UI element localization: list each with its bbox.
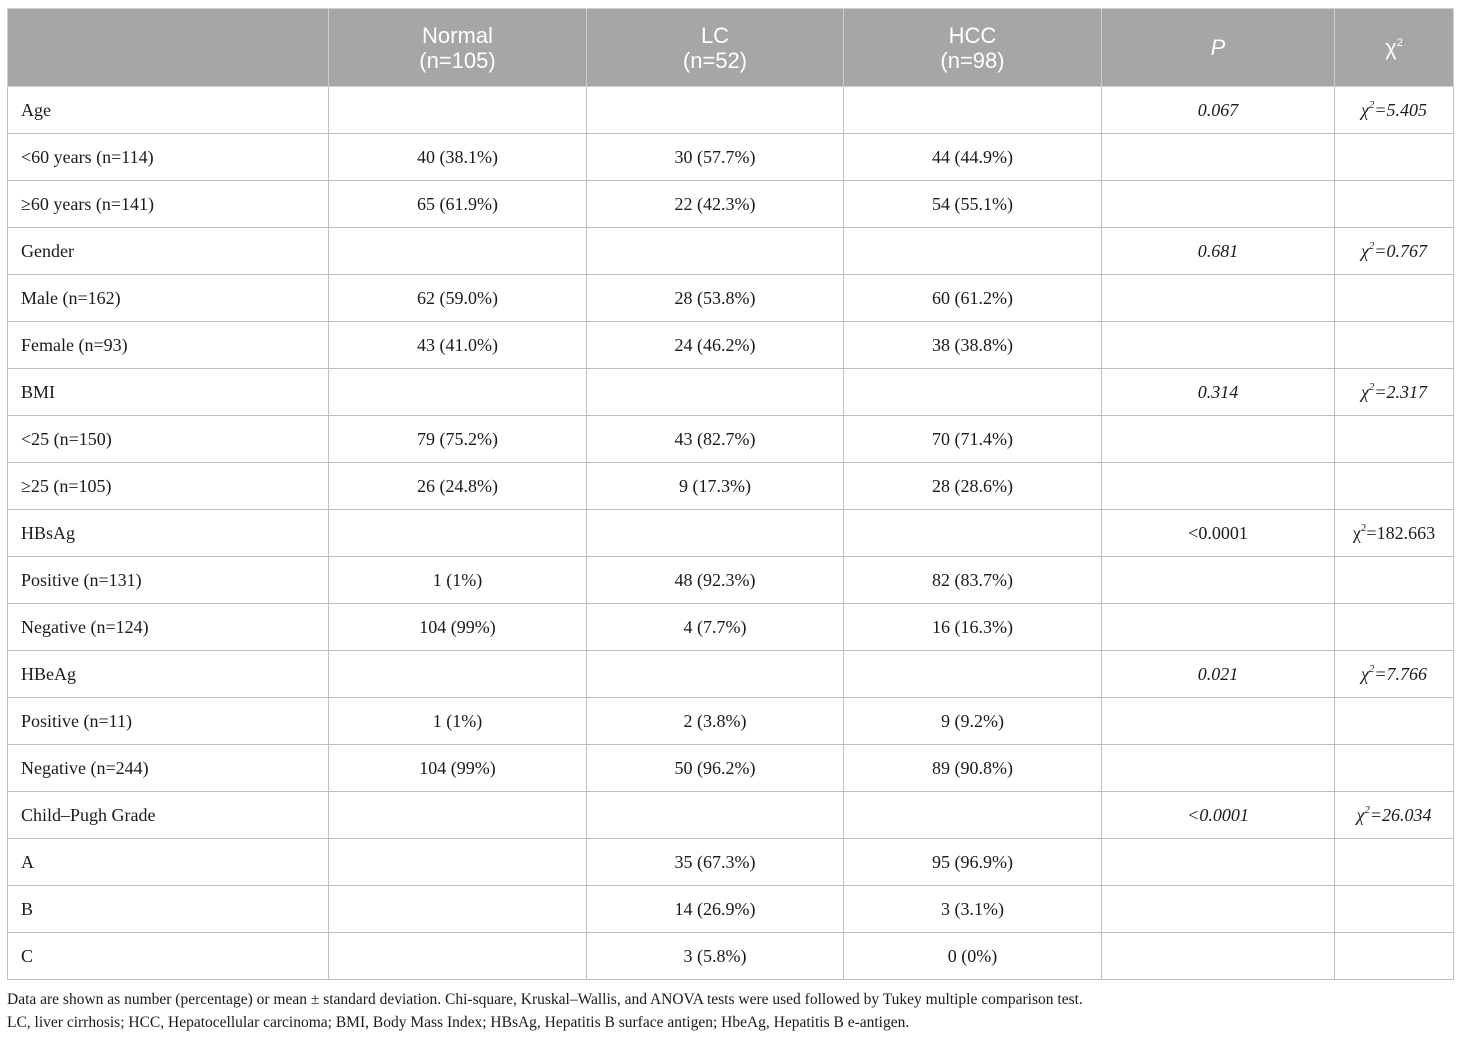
table-row <box>8 792 1454 839</box>
row-label: A <box>8 839 329 886</box>
table-body <box>8 87 1454 980</box>
chi-value: =26.034 <box>1369 804 1432 825</box>
header-lc-n: (n=52) <box>682 47 748 73</box>
cell-normal <box>329 886 587 933</box>
data-table <box>7 8 1454 980</box>
cell-hcc: 16 (16.3%) <box>844 604 1102 651</box>
table-row <box>8 87 1454 134</box>
cell-chi-square <box>1335 792 1454 839</box>
cell-normal: 26 (24.8%) <box>329 463 587 510</box>
row-label: Negative (n=124) <box>8 604 329 651</box>
chi-sup: 2 <box>1368 98 1375 111</box>
cell-lc: 24 (46.2%) <box>587 322 844 369</box>
table-row <box>8 510 1454 557</box>
cell-chi-square <box>1335 604 1454 651</box>
cell-lc <box>587 228 844 275</box>
row-label: Child–Pugh Grade <box>8 792 329 839</box>
table-row <box>8 134 1454 181</box>
header-chi-symbol: χ <box>1385 35 1397 60</box>
row-label: HBeAg <box>8 651 329 698</box>
cell-chi-square <box>1335 416 1454 463</box>
header-chi-square <box>1335 9 1454 87</box>
cell-chi-square <box>1335 557 1454 604</box>
cell-chi-square <box>1335 745 1454 792</box>
cell-hcc: 44 (44.9%) <box>844 134 1102 181</box>
cell-p-value: 0.681 <box>1102 228 1335 275</box>
cell-p-value <box>1102 839 1335 886</box>
cell-lc: 14 (26.9%) <box>587 886 844 933</box>
chi-value: =2.317 <box>1374 381 1428 402</box>
cell-normal <box>329 369 587 416</box>
header-hcc-name: HCC <box>948 22 997 48</box>
table-row <box>8 416 1454 463</box>
cell-lc: 4 (7.7%) <box>587 604 844 651</box>
chi-value: =7.766 <box>1374 663 1428 684</box>
chi-symbol: χ <box>1360 663 1369 684</box>
table-row <box>8 181 1454 228</box>
row-label: Negative (n=244) <box>8 745 329 792</box>
cell-hcc <box>844 510 1102 557</box>
cell-chi-square <box>1335 322 1454 369</box>
footnote-abbreviations: LC, liver cirrhosis; HCC, Hepatocellular carcinoma; BMI, Body Mass Index; HBsAg, Hepatitis B surface antigen; HbeAg, Hepatitis B e-antigen. <box>7 1014 910 1031</box>
table-row <box>8 463 1454 510</box>
cell-normal: 65 (61.9%) <box>329 181 587 228</box>
cell-p-value <box>1102 698 1335 745</box>
cell-p-value <box>1102 181 1335 228</box>
cell-p-value <box>1102 745 1335 792</box>
cell-hcc <box>844 792 1102 839</box>
cell-lc: 22 (42.3%) <box>587 181 844 228</box>
cell-hcc: 70 (71.4%) <box>844 416 1102 463</box>
cell-p-value <box>1102 604 1335 651</box>
header-lc-name: LC <box>700 22 730 48</box>
table-row <box>8 604 1454 651</box>
cell-lc: 48 (92.3%) <box>587 557 844 604</box>
chi-symbol: χ <box>1360 240 1369 261</box>
cell-chi-square <box>1335 886 1454 933</box>
row-label: B <box>8 886 329 933</box>
chi-value: =0.767 <box>1374 240 1428 261</box>
cell-hcc: 9 (9.2%) <box>844 698 1102 745</box>
cell-hcc: 82 (83.7%) <box>844 557 1102 604</box>
cell-lc <box>587 651 844 698</box>
chi-symbol: χ <box>1352 522 1361 543</box>
chi-sup: 2 <box>1368 380 1375 393</box>
cell-normal: 104 (99%) <box>329 604 587 651</box>
cell-normal <box>329 933 587 980</box>
cell-normal: 62 (59.0%) <box>329 275 587 322</box>
row-label: Positive (n=131) <box>8 557 329 604</box>
table-row <box>8 839 1454 886</box>
cell-chi-square <box>1335 275 1454 322</box>
cell-hcc: 3 (3.1%) <box>844 886 1102 933</box>
row-label: Female (n=93) <box>8 322 329 369</box>
row-label: <25 (n=150) <box>8 416 329 463</box>
cell-chi-square <box>1335 181 1454 228</box>
cell-p-value <box>1102 134 1335 181</box>
cell-normal <box>329 839 587 886</box>
table-header <box>8 9 1454 87</box>
table-container <box>7 8 1453 980</box>
header-row <box>8 9 1454 87</box>
chi-symbol: χ <box>1360 381 1369 402</box>
cell-normal: 40 (38.1%) <box>329 134 587 181</box>
chi-sup: 2 <box>1360 521 1367 534</box>
cell-normal: 1 (1%) <box>329 557 587 604</box>
cell-chi-square <box>1335 933 1454 980</box>
row-label: C <box>8 933 329 980</box>
cell-lc: 9 (17.3%) <box>587 463 844 510</box>
header-hcc-n: (n=98) <box>940 47 1005 73</box>
cell-p-value <box>1102 886 1335 933</box>
cell-chi-square <box>1335 369 1454 416</box>
cell-chi-square <box>1335 839 1454 886</box>
header-p-label: P <box>1210 35 1226 60</box>
table-row <box>8 557 1454 604</box>
table-row <box>8 228 1454 275</box>
table-row <box>8 322 1454 369</box>
cell-normal <box>329 228 587 275</box>
cell-lc: 43 (82.7%) <box>587 416 844 463</box>
header-variable <box>8 9 329 87</box>
footnote-data-description: Data are shown as number (percentage) or mean ± standard deviation. Chi-square, Kruskal–Wallis, and ANOVA tests were used followed by Tukey multiple comparison test. <box>7 991 1083 1008</box>
cell-hcc: 28 (28.6%) <box>844 463 1102 510</box>
chi-symbol: χ <box>1360 99 1369 120</box>
table-row <box>8 886 1454 933</box>
cell-lc: 2 (3.8%) <box>587 698 844 745</box>
cell-hcc <box>844 369 1102 416</box>
header-p-value <box>1102 9 1335 87</box>
cell-hcc: 54 (55.1%) <box>844 181 1102 228</box>
cell-lc: 28 (53.8%) <box>587 275 844 322</box>
cell-lc <box>587 369 844 416</box>
cell-p-value: 0.021 <box>1102 651 1335 698</box>
row-label: ≥60 years (n=141) <box>8 181 329 228</box>
chi-value: =5.405 <box>1374 99 1428 120</box>
chi-sup: 2 <box>1368 662 1375 675</box>
cell-normal <box>329 510 587 557</box>
row-label: ≥25 (n=105) <box>8 463 329 510</box>
cell-chi-square <box>1335 134 1454 181</box>
cell-chi-square <box>1335 510 1454 557</box>
cell-p-value: <0.0001 <box>1102 792 1335 839</box>
chi-symbol: χ <box>1356 804 1365 825</box>
cell-p-value <box>1102 275 1335 322</box>
cell-chi-square <box>1335 651 1454 698</box>
table-row <box>8 698 1454 745</box>
header-lc <box>587 9 844 87</box>
cell-p-value: <0.0001 <box>1102 510 1335 557</box>
row-label: <60 years (n=114) <box>8 134 329 181</box>
cell-p-value: 0.314 <box>1102 369 1335 416</box>
table-row <box>8 745 1454 792</box>
cell-hcc: 60 (61.2%) <box>844 275 1102 322</box>
table-row <box>8 651 1454 698</box>
table-row <box>8 369 1454 416</box>
cell-lc <box>587 87 844 134</box>
cell-hcc: 89 (90.8%) <box>844 745 1102 792</box>
cell-hcc <box>844 651 1102 698</box>
cell-hcc: 95 (96.9%) <box>844 839 1102 886</box>
row-label: HBsAg <box>8 510 329 557</box>
header-normal-n: (n=105) <box>419 47 496 73</box>
cell-lc: 35 (67.3%) <box>587 839 844 886</box>
cell-normal: 1 (1%) <box>329 698 587 745</box>
row-label: Male (n=162) <box>8 275 329 322</box>
header-hcc <box>844 9 1102 87</box>
table-row <box>8 933 1454 980</box>
cell-normal: 79 (75.2%) <box>329 416 587 463</box>
cell-normal <box>329 87 587 134</box>
cell-lc: 50 (96.2%) <box>587 745 844 792</box>
table-row <box>8 275 1454 322</box>
cell-lc <box>587 792 844 839</box>
cell-normal: 43 (41.0%) <box>329 322 587 369</box>
cell-hcc: 0 (0%) <box>844 933 1102 980</box>
row-label: Gender <box>8 228 329 275</box>
chi-sup: 2 <box>1368 239 1375 252</box>
cell-hcc <box>844 87 1102 134</box>
cell-normal <box>329 651 587 698</box>
cell-p-value <box>1102 557 1335 604</box>
cell-p-value <box>1102 933 1335 980</box>
cell-normal: 104 (99%) <box>329 745 587 792</box>
cell-chi-square <box>1335 463 1454 510</box>
row-label: Positive (n=11) <box>8 698 329 745</box>
chi-value: =182.663 <box>1366 522 1436 543</box>
cell-p-value <box>1102 463 1335 510</box>
table-footnotes <box>7 988 1453 1034</box>
cell-chi-square <box>1335 87 1454 134</box>
header-normal <box>329 9 587 87</box>
cell-hcc: 38 (38.8%) <box>844 322 1102 369</box>
cell-chi-square <box>1335 228 1454 275</box>
cell-lc: 30 (57.7%) <box>587 134 844 181</box>
chi-sup: 2 <box>1364 803 1370 816</box>
row-label: Age <box>8 87 329 134</box>
header-chi-sup: 2 <box>1396 36 1403 49</box>
cell-p-value: 0.067 <box>1102 87 1335 134</box>
cell-normal <box>329 792 587 839</box>
header-normal-name: Normal <box>422 22 493 48</box>
cell-hcc <box>844 228 1102 275</box>
cell-chi-square <box>1335 698 1454 745</box>
cell-lc: 3 (5.8%) <box>587 933 844 980</box>
cell-p-value <box>1102 416 1335 463</box>
cell-p-value <box>1102 322 1335 369</box>
row-label: BMI <box>8 369 329 416</box>
cell-lc <box>587 510 844 557</box>
